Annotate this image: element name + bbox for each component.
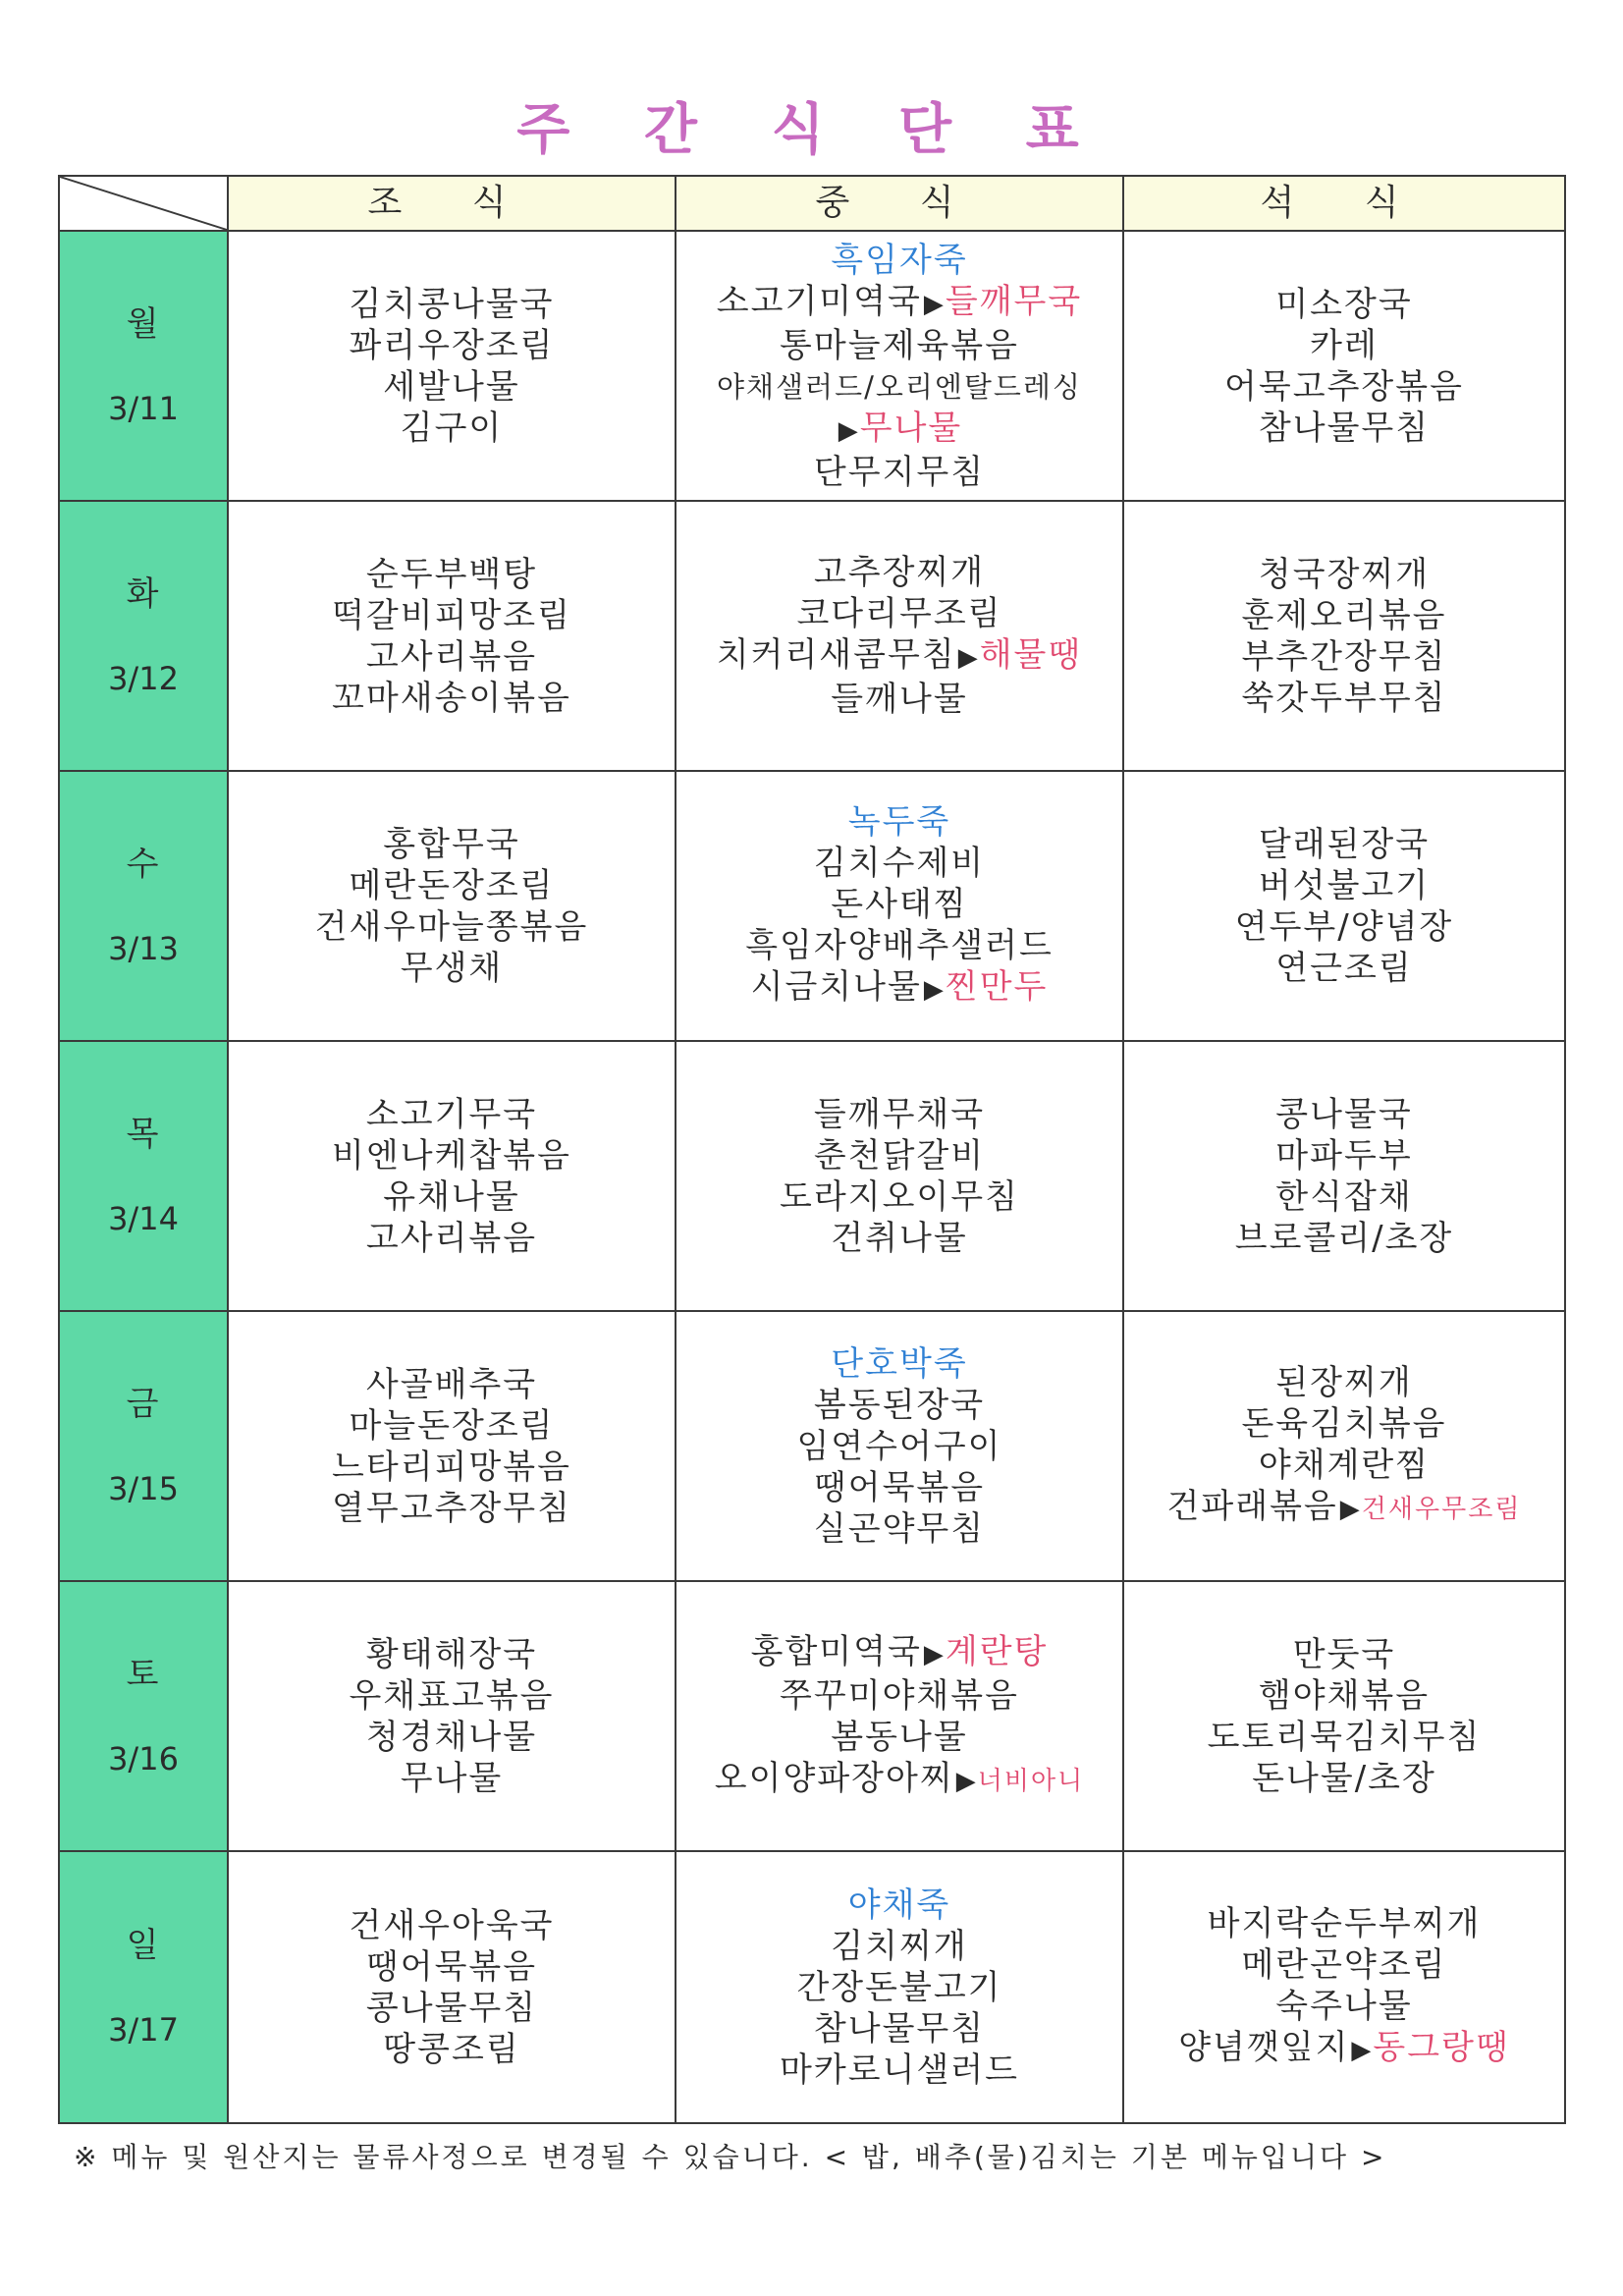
menu-item [366, 1946, 537, 1988]
menu-item-text: 고사리볶음 [365, 636, 538, 677]
day-name: 수 [126, 844, 161, 884]
menu-item [780, 1176, 1019, 1218]
menu-item [751, 1631, 1049, 1675]
menu-item-text: 임연수어구이 [796, 1426, 1002, 1466]
menu-item-text: 비엔나케찹볶음 [332, 1135, 571, 1175]
header-dinner: 석 식 [1124, 177, 1564, 232]
day-date: 3/13 [108, 929, 179, 967]
menu-item [831, 1926, 967, 1967]
menu-item-text: 무나물 [400, 1758, 504, 1798]
menu-item-text: 건파래볶음 [1166, 1487, 1338, 1526]
menu-item-text: 만둣국 [1292, 1634, 1396, 1674]
header-breakfast: 조 식 [229, 177, 676, 232]
alternate-menu-item: 무나물 [859, 408, 963, 448]
page-title: 주 간 식 단 표 [516, 98, 1107, 162]
menu-item-text: 실곤약무침 [813, 1508, 986, 1549]
right-triangle-icon: ▶ [923, 289, 944, 319]
dinner-cell [1124, 232, 1564, 502]
menu-item [349, 865, 554, 906]
menu-item [401, 408, 504, 449]
menu-item-text: 야채계란찜 [1258, 1446, 1431, 1485]
menu-item [1275, 284, 1412, 325]
menu-item-text: 야채샐러드/오리엔탈드레싱 [717, 369, 1082, 404]
menu-item [366, 1094, 537, 1135]
menu-item [1224, 366, 1464, 408]
menu-item-text: 황태해장국 [365, 1634, 538, 1674]
menu-item [383, 1176, 519, 1218]
menu-item-text: 김치찌개 [831, 1926, 968, 1966]
menu-item [366, 636, 537, 678]
menu-item-text: 김치수제비 [813, 844, 986, 883]
menu-item [814, 452, 985, 493]
menu-item [831, 1218, 967, 1259]
menu-item [796, 593, 1001, 634]
menu-item [814, 552, 985, 593]
right-triangle-icon: ▶ [955, 1766, 976, 1796]
lunch-cell [676, 1042, 1124, 1312]
day-cell [60, 502, 229, 772]
menu-item [1252, 1758, 1436, 1799]
menu-item-text: 세발나물 [383, 366, 520, 407]
menu-item [1310, 325, 1379, 366]
menu-item [383, 2029, 519, 2070]
menu-item [366, 1634, 537, 1675]
menu-item-text: 들깨나물 [831, 680, 968, 719]
menu-item [814, 1135, 985, 1176]
menu-item [831, 884, 967, 925]
menu-item [715, 1758, 1084, 1802]
day-date: 3/12 [108, 659, 179, 697]
menu-item-text: 꼬마새송이볶음 [332, 678, 571, 718]
menu-item-text: 도토리묵김치무침 [1207, 1717, 1482, 1757]
menu-item-text: 봄동된장국 [813, 1385, 986, 1425]
menu-item [366, 1988, 537, 2029]
menu-item [383, 366, 519, 408]
menu-item [1241, 1403, 1446, 1445]
day-date: 3/15 [108, 1469, 179, 1507]
menu-item [401, 1758, 504, 1799]
menu-item [332, 595, 571, 636]
menu-item-text: 우채표고볶음 [349, 1675, 555, 1716]
weekly-menu-table [58, 175, 1566, 2124]
menu-item [366, 1218, 537, 1259]
day-date: 3/17 [108, 2010, 179, 2049]
right-triangle-icon: ▶ [923, 1639, 944, 1669]
menu-item-text: 돈육김치볶음 [1241, 1404, 1447, 1444]
menu-item [796, 1967, 1001, 2008]
menu-item [332, 678, 571, 719]
dinner-cell [1124, 502, 1564, 772]
menu-item [780, 325, 1019, 366]
menu-item-text: 무생채 [400, 948, 504, 988]
menu-item-text: 들깨무채국 [813, 1094, 986, 1134]
menu-item-text: 도라지오이무침 [780, 1176, 1019, 1217]
day-name: 월 [126, 303, 161, 344]
menu-item [831, 1717, 967, 1758]
menu-item-text: 홍합미역국 [750, 1631, 922, 1671]
menu-item [717, 281, 1082, 325]
menu-item [366, 1364, 537, 1405]
breakfast-cell [229, 1042, 676, 1312]
menu-item-text: 땡어묵볶음 [813, 1467, 986, 1507]
day-name: 화 [126, 574, 161, 614]
menu-item [1275, 1986, 1412, 2027]
menu-item-text: 버섯불고기 [1258, 865, 1431, 905]
day-name: 목 [126, 1114, 161, 1154]
menu-item-text: 사골배추국 [365, 1364, 538, 1404]
menu-item [332, 1135, 571, 1176]
menu-item [349, 1405, 554, 1447]
menu-item-text: 콩나물무침 [365, 1988, 538, 2028]
menu-item-text: 춘천닭갈비 [813, 1135, 986, 1175]
alternate-menu-item: 건새우무조림 [1361, 1495, 1522, 1524]
menu-item-text: 어묵고추장볶음 [1224, 366, 1464, 407]
day-cell [60, 232, 229, 502]
alternate-menu-item: 계란탕 [945, 1631, 1049, 1671]
menu-item [717, 634, 1082, 679]
menu-item [814, 1467, 985, 1508]
menu-item-text: 단무지무침 [813, 452, 986, 492]
menu-item [814, 1508, 985, 1550]
menu-item-text: 참나물무침 [813, 2008, 986, 2049]
menu-item-text: 치커리새콤무침 [716, 635, 956, 675]
porridge-item: 야채죽 [847, 1885, 951, 1925]
menu-item [1259, 408, 1430, 449]
breakfast-cell [229, 772, 676, 1042]
menu-item [814, 843, 985, 884]
menu-item-text: 고추장찌개 [813, 553, 986, 592]
menu-item-text: 훈제오리볶음 [1241, 595, 1447, 635]
menu-item-text: 청국장찌개 [1258, 554, 1431, 594]
menu-item-text: 느타리피망볶음 [332, 1447, 571, 1487]
menu-item-text: 연근조림 [1275, 948, 1413, 988]
menu-item-text: 시금치나물 [750, 967, 922, 1007]
menu-item [1275, 1135, 1412, 1176]
menu-item-text: 간장돈불고기 [796, 1967, 1002, 2007]
menu-item-text: 꽈리우장조림 [349, 325, 555, 365]
day-date: 3/11 [108, 389, 179, 427]
menu-item-text: 고사리볶음 [365, 1218, 538, 1258]
menu-item-text: 열무고추장무침 [332, 1488, 571, 1528]
lunch-cell [676, 502, 1124, 772]
day-cell [60, 1042, 229, 1312]
breakfast-cell [229, 502, 676, 772]
menu-item-text: 홍합무국 [383, 824, 520, 864]
dinner-cell [1124, 1582, 1564, 1852]
menu-item-text: 소고기미역국 [716, 281, 922, 321]
menu-item [1259, 1445, 1430, 1486]
menu-item [717, 366, 1082, 408]
menu-item [366, 1717, 537, 1758]
menu-item-text: 봄동나물 [831, 1717, 968, 1757]
menu-item-text: 메란곤약조림 [1241, 1945, 1447, 1985]
menu-item [401, 948, 504, 989]
menu-item-text: 마늘돈장조림 [349, 1405, 555, 1446]
menu-item [1167, 1486, 1522, 1530]
day-date: 3/14 [108, 1199, 179, 1237]
menu-item [1259, 824, 1430, 865]
alternate-menu-item: 찐만두 [945, 967, 1049, 1007]
menu-item-text: 양념깻잎지 [1178, 2028, 1350, 2067]
menu-item [383, 824, 519, 865]
menu-item-text: 소고기무국 [365, 1094, 538, 1134]
menu-item-text: 참나물무침 [1258, 408, 1431, 448]
porridge-item: 녹두죽 [847, 802, 951, 842]
porridge-item: 단호박죽 [831, 1343, 968, 1384]
breakfast-cell [229, 1582, 676, 1852]
menu-item [751, 966, 1049, 1011]
right-triangle-icon: ▶ [1339, 1495, 1360, 1524]
menu-item-text: 건취나물 [831, 1218, 968, 1258]
menu-item [1275, 1094, 1412, 1135]
menu-item-text: 땅콩조림 [383, 2029, 520, 2069]
menu-item [780, 1675, 1019, 1717]
day-cell [60, 1582, 229, 1852]
menu-item [1208, 1903, 1482, 1944]
menu-item [349, 1905, 554, 1946]
menu-item-text: 오이양파장아찌 [714, 1758, 954, 1798]
menu-item [1241, 1944, 1446, 1986]
day-name: 금 [126, 1384, 161, 1424]
menu-item [1178, 2027, 1510, 2071]
menu-item-text: 쭈꾸미야채볶음 [780, 1675, 1019, 1716]
right-triangle-icon: ▶ [923, 975, 944, 1005]
menu-item-text: 흑임자양배추샐러드 [745, 926, 1054, 965]
menu-item [1275, 1176, 1412, 1218]
menu-item [1259, 1675, 1430, 1717]
alternate-menu-item: 동그랑땡 [1373, 2028, 1510, 2067]
menu-item-text: 한식잡채 [1275, 1176, 1413, 1217]
menu-item [837, 408, 963, 452]
day-cell [60, 1852, 229, 2122]
breakfast-cell [229, 232, 676, 502]
lunch-cell [676, 1852, 1124, 2122]
menu-item [796, 1426, 1001, 1467]
menu-item-text: 쑥갓두부무침 [1241, 678, 1447, 718]
menu-item [1208, 1717, 1482, 1758]
menu-item [349, 325, 554, 366]
corner-diagonal-line [60, 177, 227, 230]
menu-item-text: 돈사태찜 [831, 885, 968, 924]
day-cell [60, 772, 229, 1042]
menu-item [332, 1447, 571, 1488]
alternate-menu-item: 들깨무국 [945, 281, 1083, 321]
menu-item [814, 1094, 985, 1135]
alternate-menu-item: 해물땡 [979, 635, 1083, 675]
menu-item [349, 1675, 554, 1717]
menu-item-text: 땡어묵볶음 [365, 1946, 538, 1987]
menu-item [1235, 1218, 1454, 1259]
menu-item [366, 554, 537, 595]
menu-item-text: 청경채나물 [365, 1717, 538, 1757]
footer-note: ※ 메뉴 및 원산지는 물류사정으로 변경될 수 있습니다. < 밥, 배추(물)김치는 기본 메뉴입니다 > [74, 2141, 1387, 2173]
menu-item-text: 떡갈비피망조림 [332, 595, 571, 635]
menu-item [1275, 948, 1412, 989]
menu-item-text: 마파두부 [1275, 1135, 1413, 1175]
menu-item [1241, 636, 1446, 678]
right-triangle-icon: ▶ [957, 643, 978, 673]
menu-item [332, 1488, 571, 1529]
menu-item-text: 통마늘제육볶음 [780, 325, 1019, 365]
menu-item [1235, 906, 1454, 948]
menu-item [1241, 595, 1446, 636]
menu-item-text: 콩나물국 [1275, 1094, 1413, 1134]
menu-item-text: 된장찌개 [1275, 1363, 1413, 1402]
menu-item-text: 부추간장무침 [1241, 636, 1447, 677]
menu-item-text: 마카로니샐러드 [780, 2050, 1019, 2090]
menu-item-text: 김구이 [400, 408, 504, 448]
lunch-cell [676, 232, 1124, 502]
dinner-cell [1124, 1042, 1564, 1312]
menu-item [745, 925, 1054, 966]
dinner-cell [1124, 1312, 1564, 1582]
menu-item [315, 906, 589, 948]
menu-item-text: 미소장국 [1275, 284, 1413, 324]
menu-item-text: 브로콜리/초장 [1234, 1218, 1454, 1258]
lunch-cell [676, 1312, 1124, 1582]
day-name: 일 [126, 1925, 161, 1965]
menu-item [814, 2008, 985, 2050]
lunch-cell [676, 772, 1124, 1042]
alternate-menu-item: 너비아니 [977, 1766, 1085, 1796]
dinner-cell [1124, 772, 1564, 1042]
menu-item [831, 679, 967, 720]
breakfast-cell [229, 1312, 676, 1582]
menu-item [349, 284, 554, 325]
menu-item-text: 카레 [1310, 325, 1379, 365]
menu-item-text: 햄야채볶음 [1258, 1675, 1431, 1716]
right-triangle-icon: ▶ [838, 415, 858, 446]
dinner-cell [1124, 1852, 1564, 2122]
menu-item-text: 순두부백탕 [365, 554, 538, 594]
menu-item-text: 김치콩나물국 [349, 284, 555, 324]
menu-item [1259, 554, 1430, 595]
menu-item [1293, 1634, 1396, 1675]
menu-item [1241, 678, 1446, 719]
day-cell [60, 1312, 229, 1582]
header-lunch: 중 식 [676, 177, 1124, 232]
menu-item-text: 메란돈장조림 [349, 865, 555, 905]
menu-item-text: 숙주나물 [1275, 1987, 1413, 2026]
menu-item-text: 돈나물/초장 [1252, 1758, 1436, 1798]
menu-item-text: 바지락순두부찌개 [1207, 1904, 1482, 1943]
table-corner [60, 177, 229, 232]
lunch-cell [676, 1582, 1124, 1852]
menu-item [1275, 1362, 1412, 1403]
day-date: 3/16 [108, 1739, 179, 1777]
menu-item [780, 2050, 1019, 2091]
menu-item-text: 건새우아욱국 [349, 1905, 555, 1945]
menu-item-text: 건새우마늘쫑볶음 [314, 906, 589, 947]
day-name: 토 [126, 1654, 161, 1694]
menu-item [814, 1385, 985, 1426]
menu-item-text: 코다리무조림 [796, 594, 1002, 633]
menu-item-text: 달래된장국 [1258, 824, 1431, 864]
menu-item [1259, 865, 1430, 906]
breakfast-cell [229, 1852, 676, 2122]
right-triangle-icon: ▶ [1351, 2036, 1372, 2065]
menu-item-text: 유채나물 [383, 1176, 520, 1217]
porridge-item: 흑임자죽 [831, 240, 968, 280]
menu-item-text: 연두부/양념장 [1234, 906, 1454, 947]
